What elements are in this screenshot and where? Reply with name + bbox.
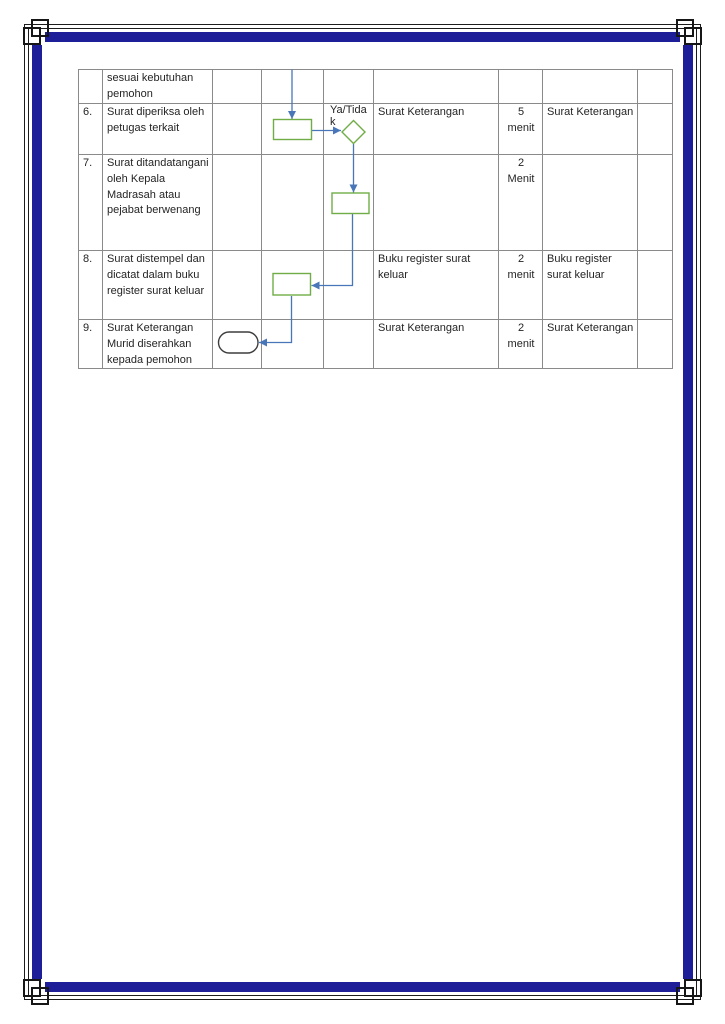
waktu-unit: menit xyxy=(507,337,535,350)
cell-no: 9. xyxy=(79,320,103,369)
cell-flow-c xyxy=(324,320,374,369)
waktu-value: 2 xyxy=(517,253,525,265)
cell-kelengkapan: Surat Keterangan xyxy=(374,320,499,369)
cell-uraian: sesuai kebutuhan pemohon xyxy=(103,70,213,104)
cell-flow-b xyxy=(262,251,324,320)
cell-no: 7. xyxy=(79,155,103,251)
corner-knot-icon xyxy=(23,979,41,997)
cell-flow-b xyxy=(262,104,324,155)
page-border-band-left xyxy=(32,45,42,979)
cell-ket xyxy=(638,320,673,369)
cell-no: 6. xyxy=(79,104,103,155)
corner-knot-icon xyxy=(684,27,702,45)
cell-kelengkapan xyxy=(374,155,499,251)
cell-flow-c xyxy=(324,155,374,251)
cell-waktu xyxy=(499,104,543,155)
cell-uraian: Surat ditandatangani oleh Kepala Madrasah atau pejabat berwenang xyxy=(103,155,213,251)
corner-knot-icon xyxy=(684,979,702,997)
cell-waktu xyxy=(499,155,543,251)
sop-table xyxy=(78,69,673,369)
cell-output xyxy=(543,155,638,251)
cell-flow-b xyxy=(262,320,324,369)
cell-flow-b xyxy=(262,70,324,104)
cell-waktu xyxy=(499,251,543,320)
table-row xyxy=(79,104,673,155)
corner-knot-icon xyxy=(23,27,41,45)
cell-uraian: Surat distempel dan dicatat dalam buku register surat keluar xyxy=(103,251,213,320)
waktu-unit: Menit xyxy=(507,172,535,185)
cell-output: Surat Keterangan xyxy=(543,104,638,155)
cell-kelengkapan xyxy=(374,70,499,104)
cell-no xyxy=(79,70,103,104)
cell-flow-c xyxy=(324,70,374,104)
waktu-unit: menit xyxy=(507,268,535,281)
cell-kelengkapan: Surat Keterangan xyxy=(374,104,499,155)
cell-ket xyxy=(638,155,673,251)
table-row xyxy=(79,155,673,251)
cell-waktu xyxy=(499,70,543,104)
cell-flow-c xyxy=(324,251,374,320)
cell-uraian: Surat diperiksa oleh petugas terkait xyxy=(103,104,213,155)
cell-flow-a xyxy=(213,70,262,104)
cell-ket xyxy=(638,251,673,320)
waktu-unit: menit xyxy=(507,121,535,134)
page-border-band-bottom xyxy=(45,982,680,992)
cell-flow-a xyxy=(213,320,262,369)
table-row xyxy=(79,320,673,369)
decision-label xyxy=(330,105,372,128)
waktu-value: 5 xyxy=(517,106,525,118)
cell-output xyxy=(543,70,638,104)
cell-ket xyxy=(638,70,673,104)
page-border-band-right xyxy=(683,45,693,979)
cell-no: 8. xyxy=(79,251,103,320)
waktu-value: 2 xyxy=(517,157,525,169)
cell-ket xyxy=(638,104,673,155)
cell-flow-a xyxy=(213,155,262,251)
waktu-value: 2 xyxy=(517,322,525,334)
table-row xyxy=(79,251,673,320)
cell-waktu xyxy=(499,320,543,369)
cell-output: Surat Keterangan xyxy=(543,320,638,369)
table-row xyxy=(79,70,673,104)
decision-label-line1: Ya/Tida xyxy=(330,104,367,116)
cell-uraian: Surat Keterangan Murid diserahkan kepada pemohon xyxy=(103,320,213,369)
cell-flow-b xyxy=(262,155,324,251)
decision-label-line2: k xyxy=(330,115,336,128)
cell-flow-a xyxy=(213,251,262,320)
cell-flow-a xyxy=(213,104,262,155)
page-border-band-top xyxy=(45,32,680,42)
cell-kelengkapan: Buku register surat keluar xyxy=(374,251,499,320)
cell-output: Buku register surat keluar xyxy=(543,251,638,320)
